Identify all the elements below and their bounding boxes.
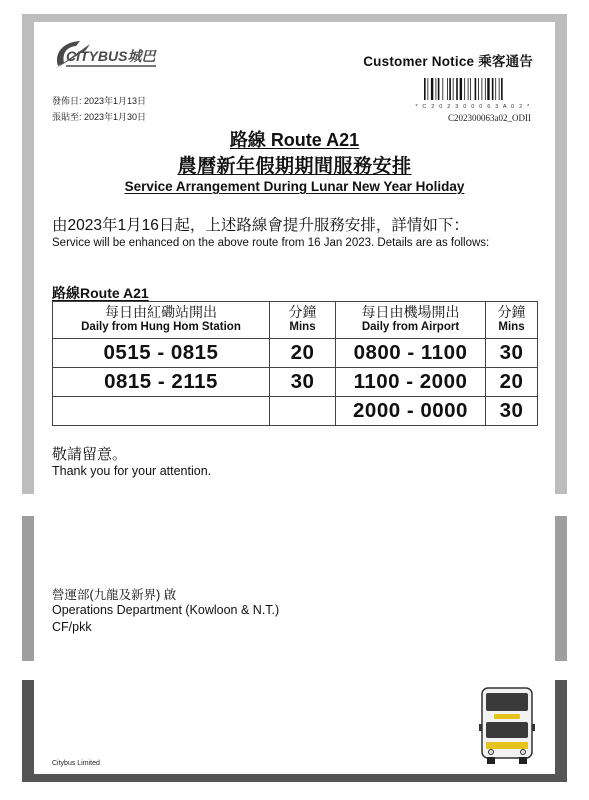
reference-initials: CF/pkk xyxy=(52,620,92,634)
citybus-logo xyxy=(52,36,160,74)
barcode-bar xyxy=(449,78,451,100)
intro-chinese: 由2023年1月16日起，上述路線會提升服務安排，詳情如下： xyxy=(52,217,469,234)
barcode-bar xyxy=(487,78,489,100)
frame-right-middle xyxy=(555,516,567,661)
barcode-bar xyxy=(436,78,437,100)
table-row xyxy=(53,397,538,426)
barcode-bar xyxy=(456,78,458,100)
notice-paper xyxy=(34,22,555,774)
airport-period: 0800 - 1100 xyxy=(336,339,486,368)
barcode-bar xyxy=(475,78,477,100)
frame-left-lower xyxy=(22,680,34,780)
intro-english: Service will be enhanced on the above route from 16 Jan 2023. Details are as follows: xyxy=(52,237,490,249)
barcode-bar xyxy=(431,78,433,100)
frame-left-middle xyxy=(22,516,34,661)
hung-hom-interval: 20 xyxy=(270,339,336,368)
barcode-bar xyxy=(478,78,479,100)
barcode-bar xyxy=(438,78,440,100)
table-row xyxy=(53,339,538,368)
header-mins-1: 分鐘 Mins xyxy=(270,302,336,339)
airport-interval: 30 xyxy=(486,397,538,426)
barcode-bar xyxy=(427,78,428,100)
frame-right-lower xyxy=(555,680,567,780)
hung-hom-interval xyxy=(270,397,336,426)
frame-bottom xyxy=(22,774,567,782)
hung-hom-period: 0515 - 0815 xyxy=(53,339,270,368)
hung-hom-period xyxy=(53,397,270,426)
hung-hom-period: 0815 - 2115 xyxy=(53,368,270,397)
header-hung-hom: 每日由紅磡站開出 Daily from Hung Hom Station xyxy=(53,302,270,339)
double-decker-bus-icon xyxy=(479,684,535,766)
airport-period: 2000 - 0000 xyxy=(336,397,486,426)
barcode-bar xyxy=(495,78,496,100)
barcode-bar xyxy=(501,78,503,100)
barcode-bar xyxy=(492,78,494,100)
barcode-bar xyxy=(468,78,469,100)
closing-chinese: 敬請留意。 xyxy=(52,446,128,463)
header-mins-2: 分鐘 Mins xyxy=(486,302,538,339)
barcode-bar xyxy=(482,78,483,100)
airport-period: 1100 - 2000 xyxy=(336,368,486,397)
route-title: 路線 Route A21 xyxy=(229,130,360,150)
barcode-bar xyxy=(499,78,500,100)
issue-date: 發佈日: 2023年1月13日 xyxy=(52,96,147,106)
frame-top xyxy=(34,14,555,22)
barcode-bar xyxy=(485,78,486,100)
barcode-bar xyxy=(447,78,448,100)
schedule-table xyxy=(52,301,538,426)
title-chinese: 農曆新年假期期間服務安排 xyxy=(177,156,412,177)
closing-english: Thank you for your attention. xyxy=(52,464,212,478)
frame-left-upper xyxy=(22,14,34,494)
frame-right-upper xyxy=(555,14,567,494)
schedule-route-label: 路線Route A21 xyxy=(52,285,149,301)
airport-interval: 30 xyxy=(486,339,538,368)
header-airport: 每日由機場開出 Daily from Airport xyxy=(336,302,486,339)
title-english: Service Arrangement During Lunar New Year Holiday xyxy=(124,179,465,194)
footer-company: Citybus Limited xyxy=(52,760,100,767)
hung-hom-interval: 30 xyxy=(270,368,336,397)
reference-code: C202300063a02_ODII xyxy=(448,113,531,123)
barcode-bar xyxy=(442,78,443,100)
table-row xyxy=(53,368,538,397)
department-english: Operations Department (Kowloon & N.T.) xyxy=(52,603,280,617)
airport-interval: 20 xyxy=(486,368,538,397)
post-until-date: 張貼至: 2023年1月30日 xyxy=(52,112,147,122)
table-header-row xyxy=(53,302,538,339)
barcode-bar xyxy=(424,78,426,100)
barcode-bar xyxy=(460,78,462,100)
barcode xyxy=(423,78,531,106)
barcode-bar xyxy=(453,78,454,100)
department-chinese: 營運部(九龍及新界) 啟 xyxy=(52,588,177,602)
logo-text: CITYBUS城巴 xyxy=(66,48,156,64)
barcode-bar xyxy=(464,78,465,100)
barcode-bar xyxy=(470,78,471,100)
customer-notice-title: Customer Notice 乘客通告 xyxy=(363,54,533,69)
barcode-digits: * C 2 0 2 3 0 0 0 6 3 A 0 2 * xyxy=(415,104,531,110)
